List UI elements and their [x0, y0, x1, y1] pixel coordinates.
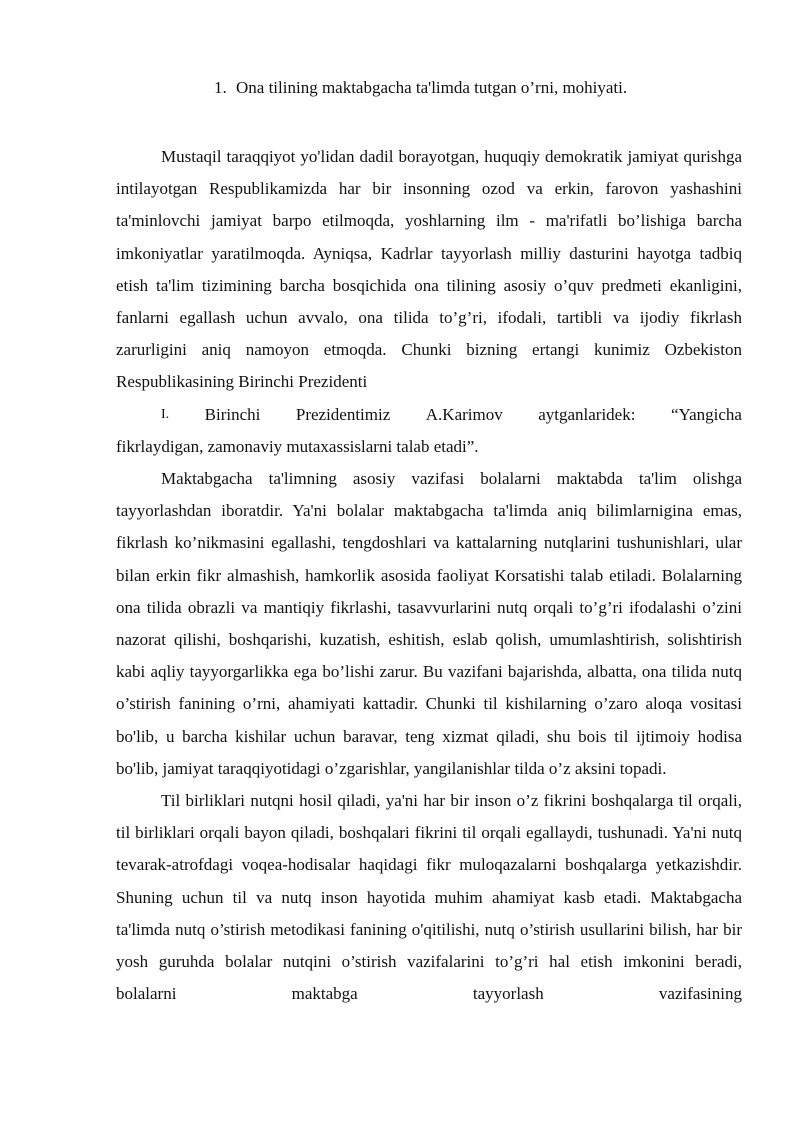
roman-numeral: I.	[161, 406, 170, 422]
roman-line-word: aytganlaridek:	[538, 404, 636, 424]
section-number: 1.	[214, 78, 227, 97]
paragraph-2: Maktabgacha ta'limning asosiy vazifasi bolalarni maktabda ta'lim olishga tayyorlashdan iboratdir. Ya'ni bolalar maktabgacha ta'limda aniq bilimlarnigina emas, fikrlash ko’nikmasini egallashi, tengdoshlari va kattalarning nutqlarini tushunishlari, ular bilan erkin fikr almashish, hamkorlik asosida faoliyat Korsatishi talab etiladi. Bolalarning ona tilida obrazli va mantiqiy fikrlashi, tasavvurlarini nutq orqali to’g’ri ifodalashi o’zini nazorat qilishi, boshqarishi, kuzatish, eshitish, eslab qolish, umumlashtirish, solishtirish kabi aqliy tayyorgarlikka ega bo’lishi zarur. Bu vazifani bajarishda, albatta, ona tilida nutq o’stirish fanining o’rni, ahamiyati kattadir. Chunki til kishilarning o’zaro aloqa vositasi bo'lib, u barcha kishilar uchun baravar, teng xizmat qiladi, shu bois til ijtimoiy hodisa bo'lib, jamiyat taraqqiyotidagi o’zgarishlar, yangilanishlar tilda o’z aksini topadi.	[116, 469, 742, 778]
section-heading	[214, 76, 627, 100]
roman-line-word: “Yangicha	[670, 404, 742, 424]
body-text	[116, 141, 742, 1010]
paragraph-3: Til birliklari nutqni hosil qiladi, ya'ni har bir inson o’z fikrini boshqalarga til orqali, til birliklari orqali bayon qiladi, boshqalari fikrini til orqali egallaydi, tushunadi. Ya'ni nutq tevarak-atrofdagi voqea-hodisalar haqidagi fikr muloqazalarni boshqalarga yetkazishdir. Shuning uchun til va nutq inson hayotida muhim ahamiyat kasb etadi. Maktabgacha ta'limda nutq o’stirish metodikasi fanining o'qitilishi, nutq o’stirish usullarini bilish, har bir yosh guruhda bolalar nutqini o’stirish vazifalarini to’g’ri hal etish imkonini beradi, bolalarni maktabga tayyorlash vazifasining	[116, 791, 742, 1004]
section-title: Ona tilining maktabgacha ta'limda tutgan o’rni, mohiyati.	[236, 78, 628, 97]
roman-line-word: A.Karimov	[425, 404, 503, 424]
paragraph-1: Mustaqil taraqqiyot yo'lidan dadil borayotgan, huquqiy demokratik jamiyat qurishga intilayotgan Respublikamizda har bir insonning ozod va erkin, farovon yashashini ta'minlovchi jamiyat barpo etilmoqda, yoshlarning ilm - ma'rifatli bo’lishiga barcha imkoniyatlar yaratilmoqda. Ayniqsa, Kadrlar tayyorlash milliy dasturini hayotga tadbiq etish ta'lim tizimining barcha bosqichida ona tilining asosiy o’quv predmeti ekanligini, fanlarni egallash uchun avvalo, ona tilida to’g’ri, ifodali, tartibli va ijodiy fikrlash zarurligini aniq namoyon etmoqda. Chunki bizning ertangi kunimiz Ozbekiston Respublikasining Birinchi Prezidenti	[116, 147, 742, 392]
roman-numbered-line	[116, 399, 742, 431]
roman-line-continuation: fikrlaydigan, zamonaviy mutaxassislarni talab etadi”.	[116, 436, 479, 456]
roman-line-word: Birinchi	[204, 404, 261, 424]
roman-line-word: Prezidentimiz	[295, 404, 391, 424]
